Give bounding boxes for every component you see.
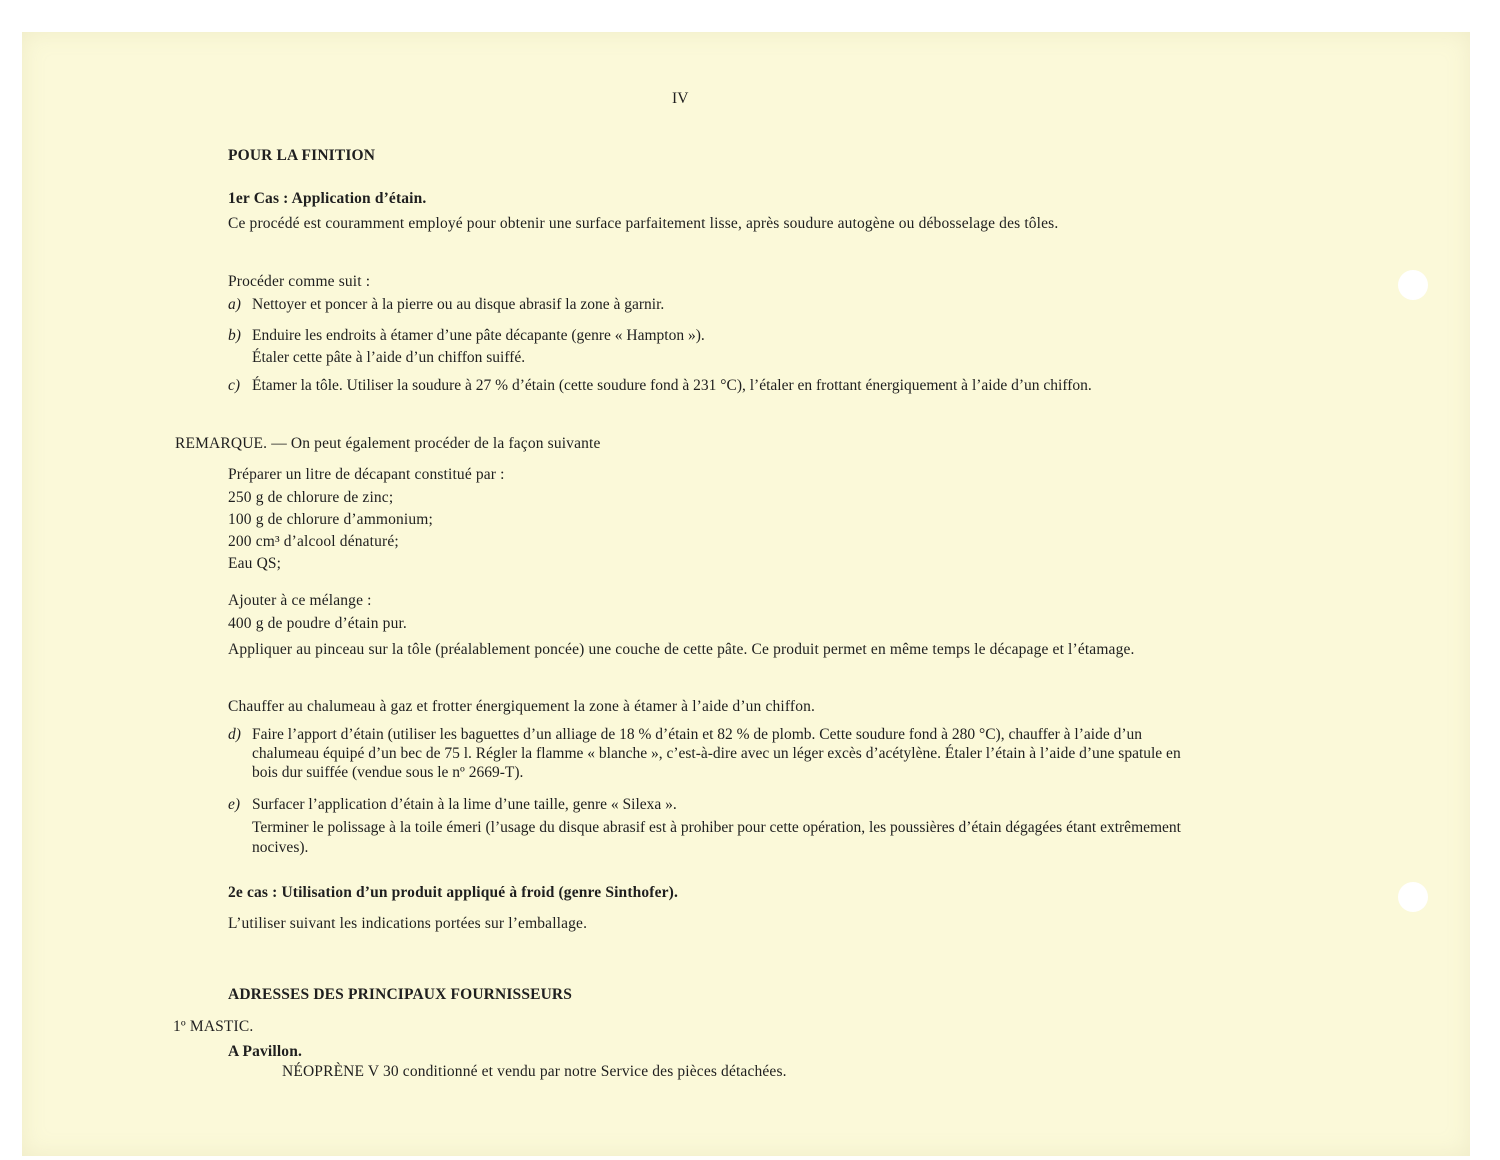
apply-text: Appliquer au pinceau sur la tôle (préalablement poncée) une couche de cette pâte. Ce produit permet en même temps le décapage et l’étamage. xyxy=(228,641,1135,658)
heat-text: Chauffer au chalumeau à gaz et frotter énergiquement la zone à étamer à l’aide d’un chiffon. xyxy=(228,698,816,715)
suppliers-title: ADRESSES DES PRINCIPAUX FOURNISSEURS xyxy=(228,986,573,1003)
section-title: POUR LA FINITION xyxy=(228,147,376,164)
ingredient-4: Eau QS; xyxy=(228,555,282,572)
step-b-line-1: Enduire les endroits à étamer d’une pâte décapante (genre « Hampton »). xyxy=(252,327,705,344)
ingredient-3: 200 cm³ d’alcool dénaturé; xyxy=(228,533,399,550)
ingredient-2: 100 g de chlorure d’ammonium; xyxy=(228,511,433,528)
step-c xyxy=(228,376,1193,396)
punch-hole-bottom xyxy=(1398,882,1428,912)
remark-prep: Préparer un litre de décapant constitué par : xyxy=(228,466,505,483)
case1-heading xyxy=(228,188,426,209)
step-b-line-2: Étaler cette pâte à l’aide d’un chiffon suiffé. xyxy=(252,349,526,366)
step-a-label: a) xyxy=(228,296,241,313)
step-c-label: c) xyxy=(228,377,241,394)
step-d xyxy=(228,725,1193,782)
punch-hole-top xyxy=(1398,270,1428,300)
step-c-line-1: Étamer la tôle. Utiliser la soudure à 27 % d’étain (cette soudure fond à 231 °C), l’étaler en frottant énergiquement à l’aide d’un chiffon. xyxy=(252,377,1092,394)
step-a xyxy=(228,295,1193,315)
case2-heading-text: cas : Utilisation d’un produit appliqué à froid (genre Sinthofer). xyxy=(246,884,679,901)
step-d-line-1: Faire l’apport d’étain (utiliser les baguettes d’un alliage de 18 % d’étain et 82 % de plomb. Cette soudure fond à 280 °C), chauffer à l’aide d’un chalumeau équipé d’un bec de 75 l. Régler la flamme « blanche », c’est-à-dire avec un léger excès d’acétylène. Étaler l’étain à l’aide d’une spatule en bois dur suiffée (vendue sous le nº 2669-T). xyxy=(252,726,1181,781)
case2-heading xyxy=(228,882,678,903)
step-e-label: e) xyxy=(228,796,241,813)
step-b xyxy=(228,325,1193,369)
case2-text: L’utiliser suivant les indications portées sur l’emballage. xyxy=(228,915,588,932)
ingredient-1: 250 g de chlorure de zinc; xyxy=(228,489,394,506)
step-b-label: b) xyxy=(228,327,241,344)
procedure-label: Procéder comme suit : xyxy=(228,273,371,290)
step-e-line-2: Terminer le polissage à la toile émeri (l’usage du disque abrasif est à prohiber pour cette opération, les poussières d’étain dégagées étant extrêmement nocives). xyxy=(252,819,1181,856)
supplier-subheading: A Pavillon. xyxy=(228,1043,302,1060)
case1-heading-prefix: 1er xyxy=(228,190,250,207)
add-item: 400 g de poudre d’étain pur. xyxy=(228,615,407,632)
add-label: Ajouter à ce mélange : xyxy=(228,592,372,609)
step-a-line-1: Nettoyer et poncer à la pierre ou au disque abrasif la zone à garnir. xyxy=(252,296,665,313)
supplier-item-1: 1º MASTIC. xyxy=(173,1018,254,1035)
step-e-line-1: Surfacer l’application d’étain à la lime d’une taille, genre « Silexa ». xyxy=(252,796,677,813)
supplier-product: NÉOPRÈNE V 30 conditionné et vendu par notre Service des pièces détachées. xyxy=(282,1063,787,1080)
case1-intro: Ce procédé est couramment employé pour obtenir une surface parfaitement lisse, après soudure autogène ou débosselage des tôles. xyxy=(228,215,1059,232)
step-e xyxy=(228,795,1193,858)
remark-title: REMARQUE. — On peut également procéder de la façon suivante xyxy=(175,435,601,452)
case2-heading-prefix: 2e xyxy=(228,884,243,901)
case1-heading-text: Cas : Application d’étain. xyxy=(253,190,427,207)
step-d-label: d) xyxy=(228,726,241,743)
page-number: IV xyxy=(672,90,689,107)
